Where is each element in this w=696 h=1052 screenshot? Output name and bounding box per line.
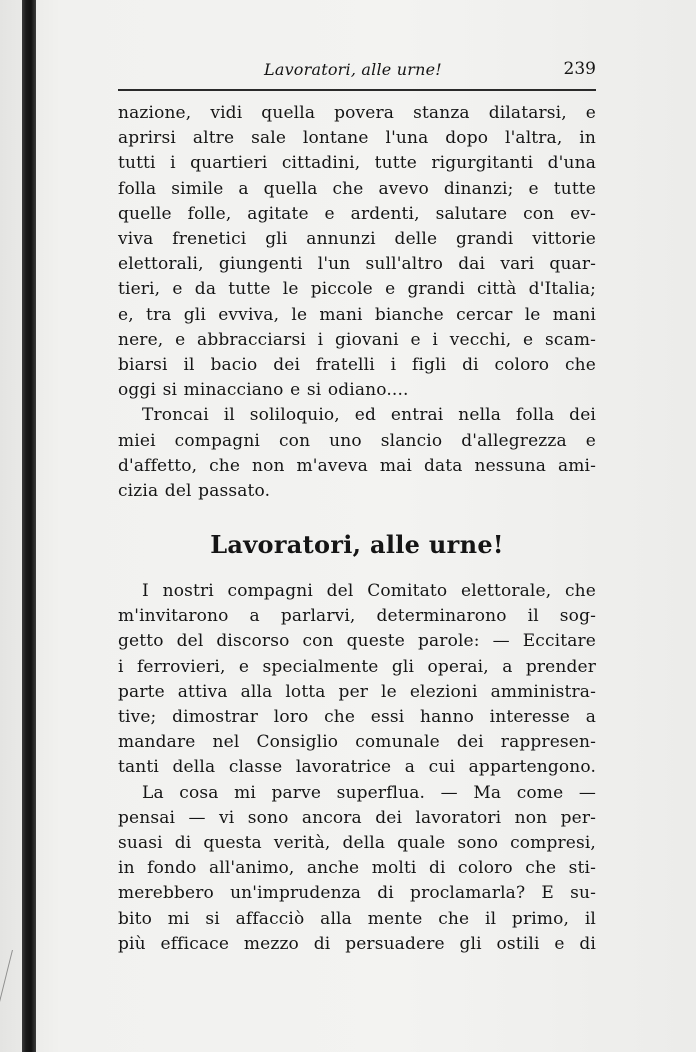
text-line: bito mi si affacciò alla mente che il primo, il [118,908,596,929]
page-number: 239 [563,59,596,79]
text-line: suasi di questa verità, della quale sono compresi, [118,833,596,854]
header-rule [118,89,596,91]
text-line: biarsi il bacio dei fratelli i figli di coloro che [118,355,596,376]
text-line: merebbero un'imprudenza di proclamarla? E su- [118,883,596,904]
text-line: tive; dimostrar loro che essi hanno interesse a [118,707,596,728]
text-line: più efficace mezzo di persuadere gli ostili e di [118,933,596,954]
text-line: tutti i quartieri cittadini, tutte rigurgitanti d'una [118,153,596,174]
text-line: nere, e abbracciarsi i giovani e i vecchi, e scam- [118,329,596,350]
text-line: oggi si minacciano e si odiano.... [118,380,409,401]
text-line: i ferrovieri, e specialmente gli operai, a prender [118,656,596,677]
text-line: m'invitarono a parlarvi, determinarono il sog- [118,606,596,627]
text-line: d'affetto, che non m'aveva mai data nessuna ami- [118,455,596,476]
running-head [118,56,596,82]
text-line: tieri, e da tutte le piccole e grandi città d'Italia; [118,279,596,300]
text-line: quelle folle, agitate e ardenti, salutare con ev- [118,203,596,224]
text-line: La cosa mi parve superflua. — Ma come — [142,782,596,803]
text-line: mandare nel Consiglio comunale dei rappresen- [118,732,596,753]
text-line: cizia del passato. [118,481,271,502]
text-line: getto del discorso con queste parole: — Eccitare [118,631,596,652]
chapter-title: Lavoratori, alle urne! [210,530,504,559]
binding-edge [22,0,36,1052]
text-line: e, tra gli evviva, le mani bianche cercar le mani [118,304,596,325]
text-line: elettorali, giungenti l'un sull'altro dai vari quar- [118,254,596,275]
text-line: Troncai il soliloquio, ed entrai nella folla dei [142,405,596,426]
text-line: nazione, vidi quella povera stanza dilatarsi, e [118,103,596,123]
text-line: tanti della classe lavoratrice a cui appartengono. [118,757,596,778]
text-line: parte attiva alla lotta per le elezioni amministra- [118,681,596,702]
text-line: in fondo all'animo, anche molti di coloro che sti- [118,858,596,879]
text-line: pensai — vi sono ancora dei lavoratori non per- [118,807,596,828]
continued-paragraphs [118,101,596,504]
text-line: viva frenetici gli annunzi delle grandi vittorie [118,229,596,250]
text-line: aprirsi altre sale lontane l'una dopo l'altra, in [118,128,596,149]
running-title: Lavoratori, alle urne! [264,60,442,79]
text-line: I nostri compagni del Comitato elettorale, che [142,581,596,601]
text-line: folla simile a quella che avevo dinanzi; e tutte [118,178,596,199]
text-line: miei compagni con uno slancio d'allegrezza e [118,430,596,451]
chapter-paragraphs [118,579,596,957]
